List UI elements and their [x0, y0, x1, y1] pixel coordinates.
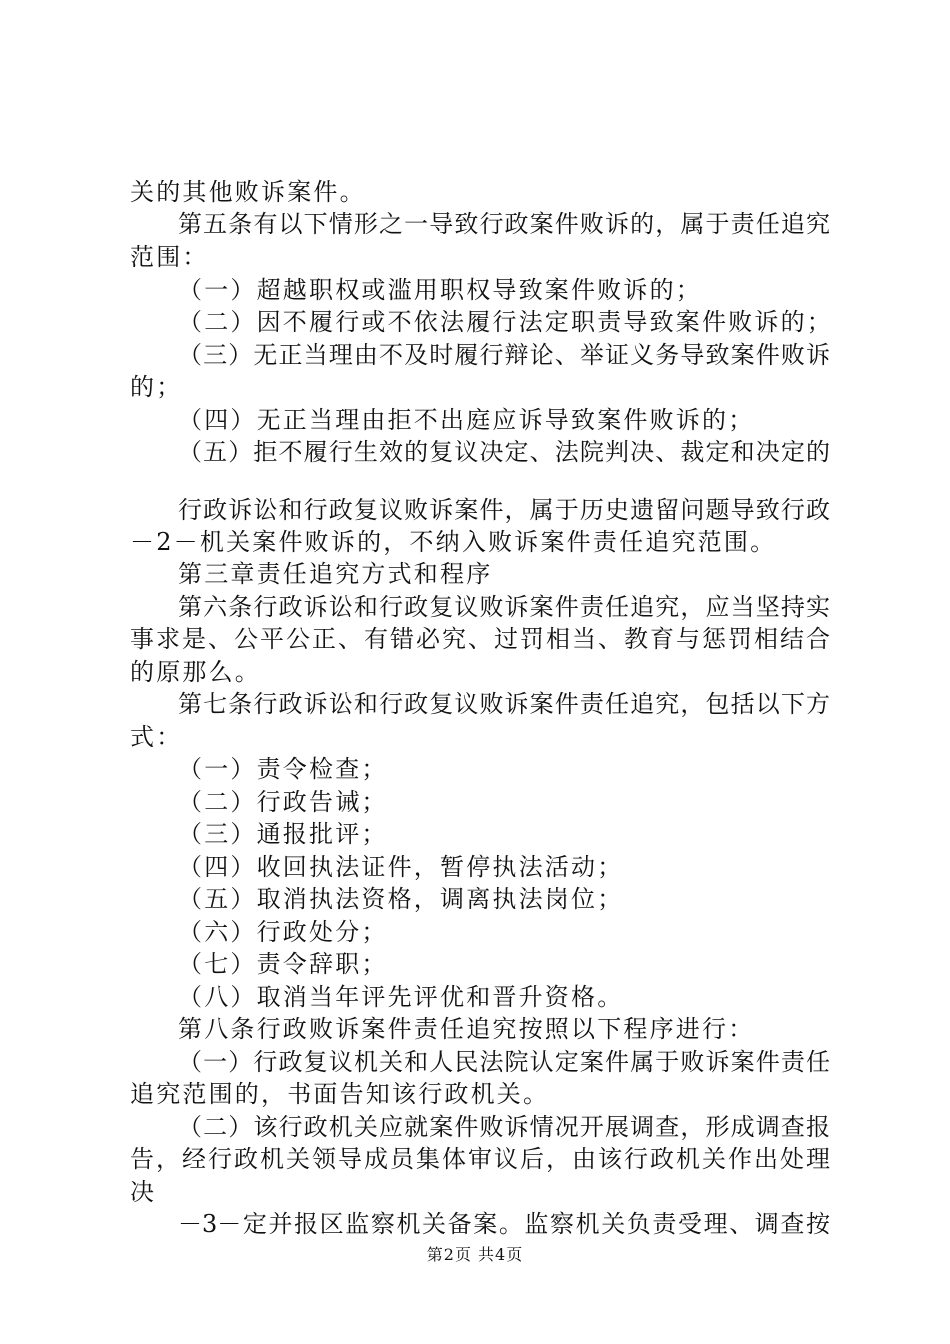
text-line: 第七条行政诉讼和行政复议败诉案件责任追究，包括以下方: [178, 690, 830, 718]
text-line: （二）该行政机关应就案件败诉情况开展调查，形成调查报: [178, 1113, 830, 1141]
text-line: （五）拒不履行生效的复议决定、法院判决、裁定和决定的: [178, 438, 830, 466]
text-line: 第五条有以下情形之一导致行政案件败诉的，属于责任追究: [178, 210, 830, 238]
list-item: （二）行政告诫；: [178, 788, 388, 816]
text-line: －2－机关案件败诉的，不纳入败诉案件责任追究范围。: [130, 528, 777, 556]
list-item: （五）取消执法资格，调离执法岗位；: [178, 885, 624, 913]
list-item: （三）通报批评；: [178, 820, 388, 848]
text-line: （一）行政复议机关和人民法院认定案件属于败诉案件责任: [178, 1048, 830, 1076]
list-item: （七）责令辞职；: [178, 950, 388, 978]
text-line: 范围：: [130, 243, 209, 271]
text-line: 的；: [130, 373, 183, 401]
text-line: 行政诉讼和行政复议败诉案件，属于历史遗留问题导致行政: [178, 496, 830, 524]
text-line: （四）无正当理由拒不出庭应诉导致案件败诉的；: [178, 406, 755, 434]
text-line: 式：: [130, 723, 183, 751]
text-line: 决: [130, 1178, 157, 1206]
text-line: 追究范围的，书面告知该行政机关。: [130, 1080, 550, 1108]
list-item: （四）收回执法证件，暂停执法活动；: [178, 853, 624, 881]
text-line: 第六条行政诉讼和行政复议败诉案件责任追究，应当坚持实: [178, 593, 830, 621]
text-line: 告，经行政机关领导成员集体审议后，由该行政机关作出处理: [130, 1145, 830, 1173]
text-line: （一）超越职权或滥用职权导致案件败诉的；: [178, 276, 702, 304]
page-footer: 第2页 共4页: [426, 1245, 524, 1264]
list-item: （一）责令检查；: [178, 755, 388, 783]
list-item: （八）取消当年评先评优和晋升资格。: [178, 983, 624, 1011]
text-line: －3－定并报区监察机关备案。监察机关负责受理、调查按: [178, 1210, 830, 1238]
text-line: （三）无正当理由不及时履行辩论、举证义务导致案件败诉: [178, 341, 830, 369]
text-line: 第八条行政败诉案件责任追究按照以下程序进行：: [178, 1015, 755, 1043]
section-heading: 第三章责任追究方式和程序: [178, 560, 493, 588]
list-item: （六）行政处分；: [178, 918, 388, 946]
text-line: （二）因不履行或不依法履行法定职责导致案件败诉的；: [178, 308, 833, 336]
text-line: 关的其他败诉案件。: [130, 178, 366, 206]
text-line: 事求是、公平公正、有错必究、过罚相当、教育与惩罚相结合: [130, 625, 830, 653]
text-line: 的原那么。: [130, 658, 261, 686]
